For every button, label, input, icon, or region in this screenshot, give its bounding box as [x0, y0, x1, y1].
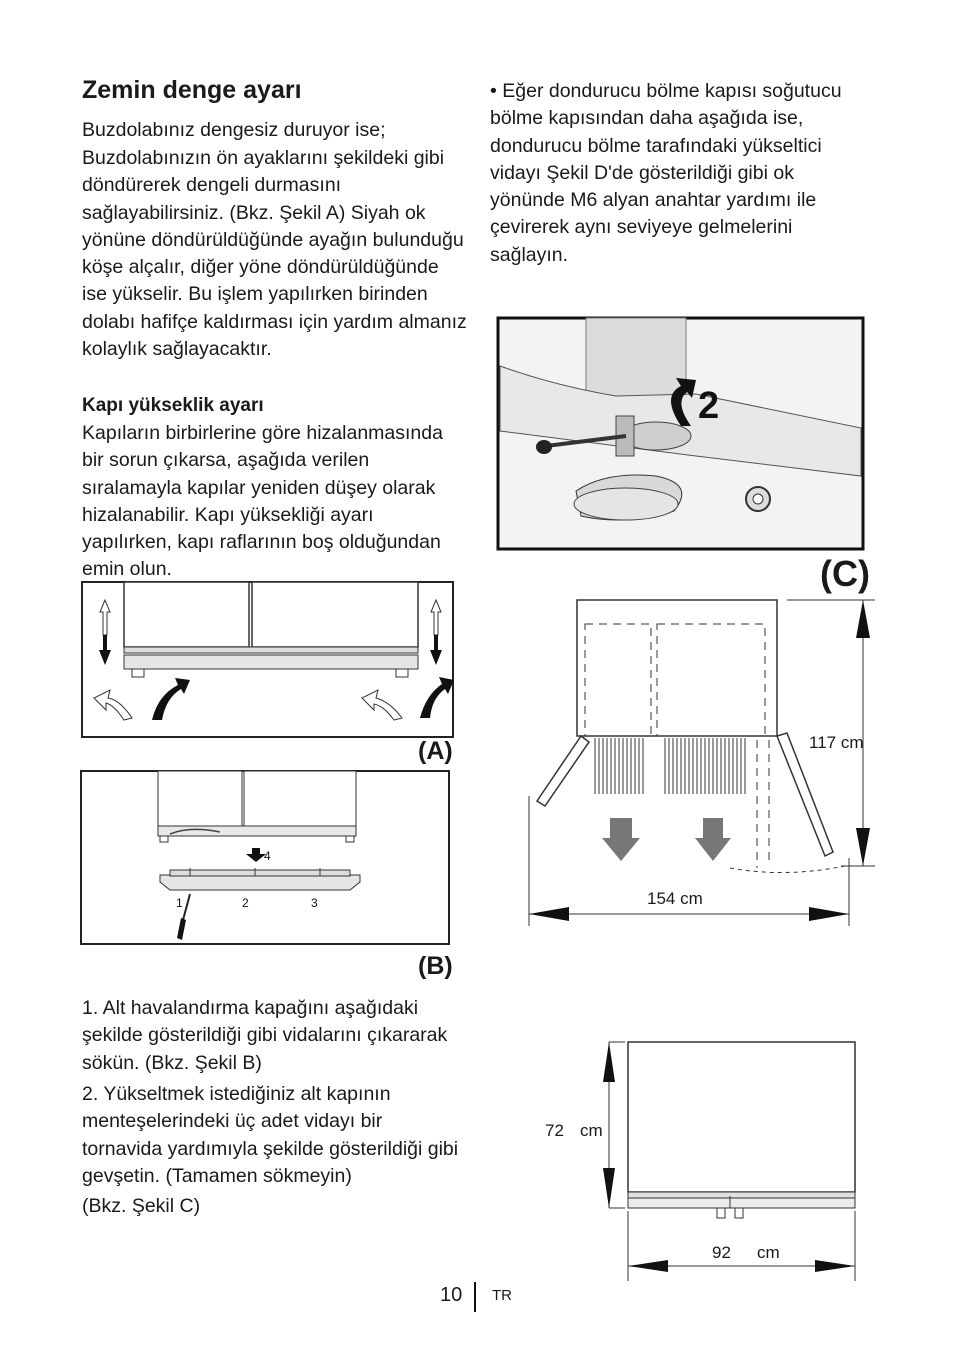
- figure-d-lifting-screw: [496, 316, 866, 552]
- figure-c-width: 154 cm: [647, 889, 703, 908]
- figure-e-width-unit: cm: [757, 1243, 780, 1262]
- leveling-paragraph: Buzdolabınızın ön ayaklarını şekildeki gibi döndürerek dengeli durmasını sağlayabilirsiniz. (Bkz. Şekil A) Siyah ok yönüne döndürüldüğünde ayağın bulunduğu köşe alçalır, diğer yöne döndürüldüğünde ise yükselir. Bu işlem yapılırken birinden dolabı hafifçe kaldırması için yardım almanız kolaylık sağlayacaktır.: [82, 147, 467, 361]
- door-height-subheading: Kapı yükseklik ayarı: [82, 395, 264, 416]
- door-height-paragraph: Kapıların birbirlerine göre hizalanmasında bir sorun çıkarsa, aşağıda verilen sıralamayla kapılar yeniden düşey olarak hizalanabilir. Kapı yüksekliği ayarı yapılırken, kapı raflarının boş olduğundan emin olun.: [82, 422, 443, 581]
- figure-b-number-1: 1: [176, 896, 183, 910]
- freezer-door-bullet: • Eğer dondurucu bölme kapısı soğutucu bölme kapısından daha aşağıda ise, dondurucu bölme tarafındaki yükseltici vidayı Şekil D'de gösterildiği gibi ok yönünde M6 alyan anahtar yardımı ile çevirerek aynı seviyeye gelmelerini sağlayın.: [490, 80, 842, 266]
- intro-line: Buzdolabınız dengesiz duruyor ise;: [82, 119, 386, 141]
- figure-d-step-number: 2: [698, 385, 720, 427]
- footer-divider: [474, 1282, 476, 1312]
- figure-a-leveling-feet: [80, 580, 456, 740]
- page-number: 10: [440, 1284, 463, 1306]
- figure-e-height-unit: cm: [580, 1121, 603, 1140]
- figure-b-number-2: 2: [242, 896, 249, 910]
- figure-e-width-number: 92: [712, 1243, 731, 1262]
- figure-c-height: 117 cm: [809, 733, 864, 752]
- figure-c-label: (C): [820, 553, 870, 594]
- figure-a-label: (A): [418, 737, 453, 765]
- language-code: TR: [492, 1287, 512, 1304]
- figure-c-door-clearance: [525, 596, 885, 936]
- section-heading: Zemin denge ayarı: [82, 76, 302, 104]
- figure-b-number-3: 3: [311, 896, 318, 910]
- figure-e-height-number: 72: [545, 1121, 564, 1140]
- figure-b-number-4: 4: [264, 849, 271, 863]
- step-2-text: 2. Yükseltmek istediğiniz alt kapının menteşelerindeki üç adet vidayı bir tornavida yardımıyla şekilde gösterildiği gibi gevşetin. (Tamamen sökmeyin): [82, 1083, 459, 1187]
- figure-b-vent-cover: [80, 770, 452, 948]
- step-2-reference: (Bkz. Şekil C): [82, 1195, 201, 1217]
- figure-b-label: (B): [418, 952, 453, 980]
- step-1-text: 1. Alt havalandırma kapağını aşağıdaki şekilde gösterildiği gibi vidalarını çıkararak sökün. (Bkz. Şekil B): [82, 997, 448, 1074]
